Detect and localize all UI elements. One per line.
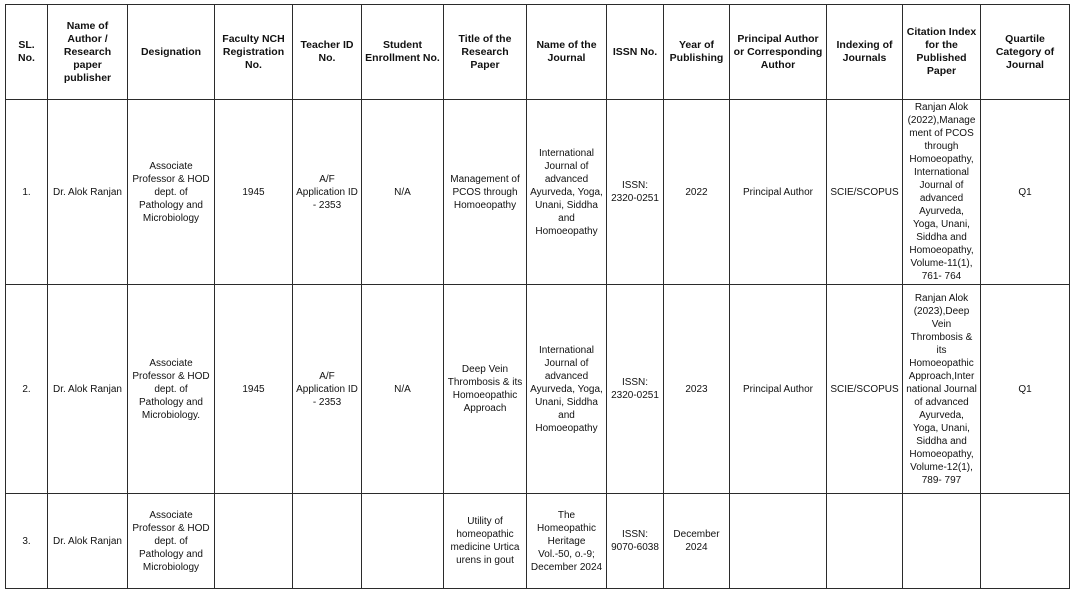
cell-teacher-id: A/F Application ID - 2353 — [293, 100, 362, 285]
cell-student-enrollment — [362, 494, 444, 589]
cell-author-role: Principal Author — [730, 285, 827, 494]
column-header-author: Name of Author / Research paper publisher — [48, 5, 128, 100]
column-header-citation-index: Citation Index for the Published Paper — [903, 5, 981, 100]
cell-year: 2023 — [664, 285, 730, 494]
cell-journal-name: International Journal of advanced Ayurveda, Yoga, Unani, Siddha and Homoeopathy — [527, 285, 607, 494]
cell-issn: ISSN: 9070-6038 — [607, 494, 664, 589]
cell-issn: ISSN: 2320-0251 — [607, 100, 664, 285]
cell-sl-no: 3. — [6, 494, 48, 589]
publications-sheet — [5, 4, 1070, 589]
cell-indexing: SCIE/SCOPUS — [827, 285, 903, 494]
cell-nch-registration: 1945 — [215, 100, 293, 285]
cell-designation: Associate Professor & HOD dept. of Pathology and Microbiology — [128, 494, 215, 589]
cell-teacher-id: A/F Application ID - 2353 — [293, 285, 362, 494]
cell-teacher-id — [293, 494, 362, 589]
column-header-teacher-id: Teacher ID No. — [293, 5, 362, 100]
column-header-author-role: Principal Author or Corresponding Author — [730, 5, 827, 100]
cell-citation-index — [903, 494, 981, 589]
cell-year: December 2024 — [664, 494, 730, 589]
header-row — [6, 5, 1070, 100]
cell-designation: Associate Professor & HOD dept. of Pathology and Microbiology. — [128, 285, 215, 494]
cell-paper-title: Deep Vein Thrombosis & its Homoeopathic Approach — [444, 285, 527, 494]
cell-sl-no: 2. — [6, 285, 48, 494]
column-header-paper-title: Title of the Research Paper — [444, 5, 527, 100]
table-row — [6, 494, 1070, 589]
cell-student-enrollment: N/A — [362, 285, 444, 494]
cell-author: Dr. Alok Ranjan — [48, 494, 128, 589]
column-header-designation: Designation — [128, 5, 215, 100]
cell-nch-registration: 1945 — [215, 285, 293, 494]
cell-year: 2022 — [664, 100, 730, 285]
column-header-nch-registration: Faculty NCH Registration No. — [215, 5, 293, 100]
column-header-journal-name: Name of the Journal — [527, 5, 607, 100]
cell-quartile: Q1 — [981, 100, 1070, 285]
cell-author-role: Principal Author — [730, 100, 827, 285]
cell-sl-no: 1. — [6, 100, 48, 285]
cell-author-role — [730, 494, 827, 589]
cell-student-enrollment: N/A — [362, 100, 444, 285]
table-row — [6, 285, 1070, 494]
cell-indexing: SCIE/SCOPUS — [827, 100, 903, 285]
column-header-quartile: Quartile Category of Journal — [981, 5, 1070, 100]
cell-quartile: Q1 — [981, 285, 1070, 494]
cell-journal-name: The Homeopathic Heritage Vol.-50, o.-9; December 2024 — [527, 494, 607, 589]
column-header-indexing: Indexing of Journals — [827, 5, 903, 100]
cell-quartile — [981, 494, 1070, 589]
cell-paper-title: Utility of homeopathic medicine Urtica urens in gout — [444, 494, 527, 589]
cell-issn: ISSN: 2320-0251 — [607, 285, 664, 494]
cell-author: Dr. Alok Ranjan — [48, 285, 128, 494]
cell-designation: Associate Professor & HOD dept. of Pathology and Microbiology — [128, 100, 215, 285]
cell-author: Dr. Alok Ranjan — [48, 100, 128, 285]
cell-citation-index: Ranjan Alok (2022),Management of PCOS through Homoeopathy, International Journal of advanced Ayurveda, Yoga, Unani, Siddha and Homoeopathy, Volume-11(1), 761- 764 — [903, 100, 981, 285]
research-publications-table — [5, 4, 1070, 589]
column-header-student-enrollment: Student Enrollment No. — [362, 5, 444, 100]
cell-journal-name: International Journal of advanced Ayurveda, Yoga, Unani, Siddha and Homoeopathy — [527, 100, 607, 285]
cell-paper-title: Management of PCOS through Homoeopathy — [444, 100, 527, 285]
column-header-year: Year of Publishing — [664, 5, 730, 100]
cell-citation-index: Ranjan Alok (2023),Deep Vein Thrombosis & its Homoeopathic Approach,International Journal of advanced Ayurveda, Yoga, Unani, Siddha and Homoeopathy, Volume-12(1), 789- 797 — [903, 285, 981, 494]
cell-indexing — [827, 494, 903, 589]
column-header-sl-no: SL. No. — [6, 5, 48, 100]
column-header-issn: ISSN No. — [607, 5, 664, 100]
cell-nch-registration — [215, 494, 293, 589]
table-row — [6, 100, 1070, 285]
